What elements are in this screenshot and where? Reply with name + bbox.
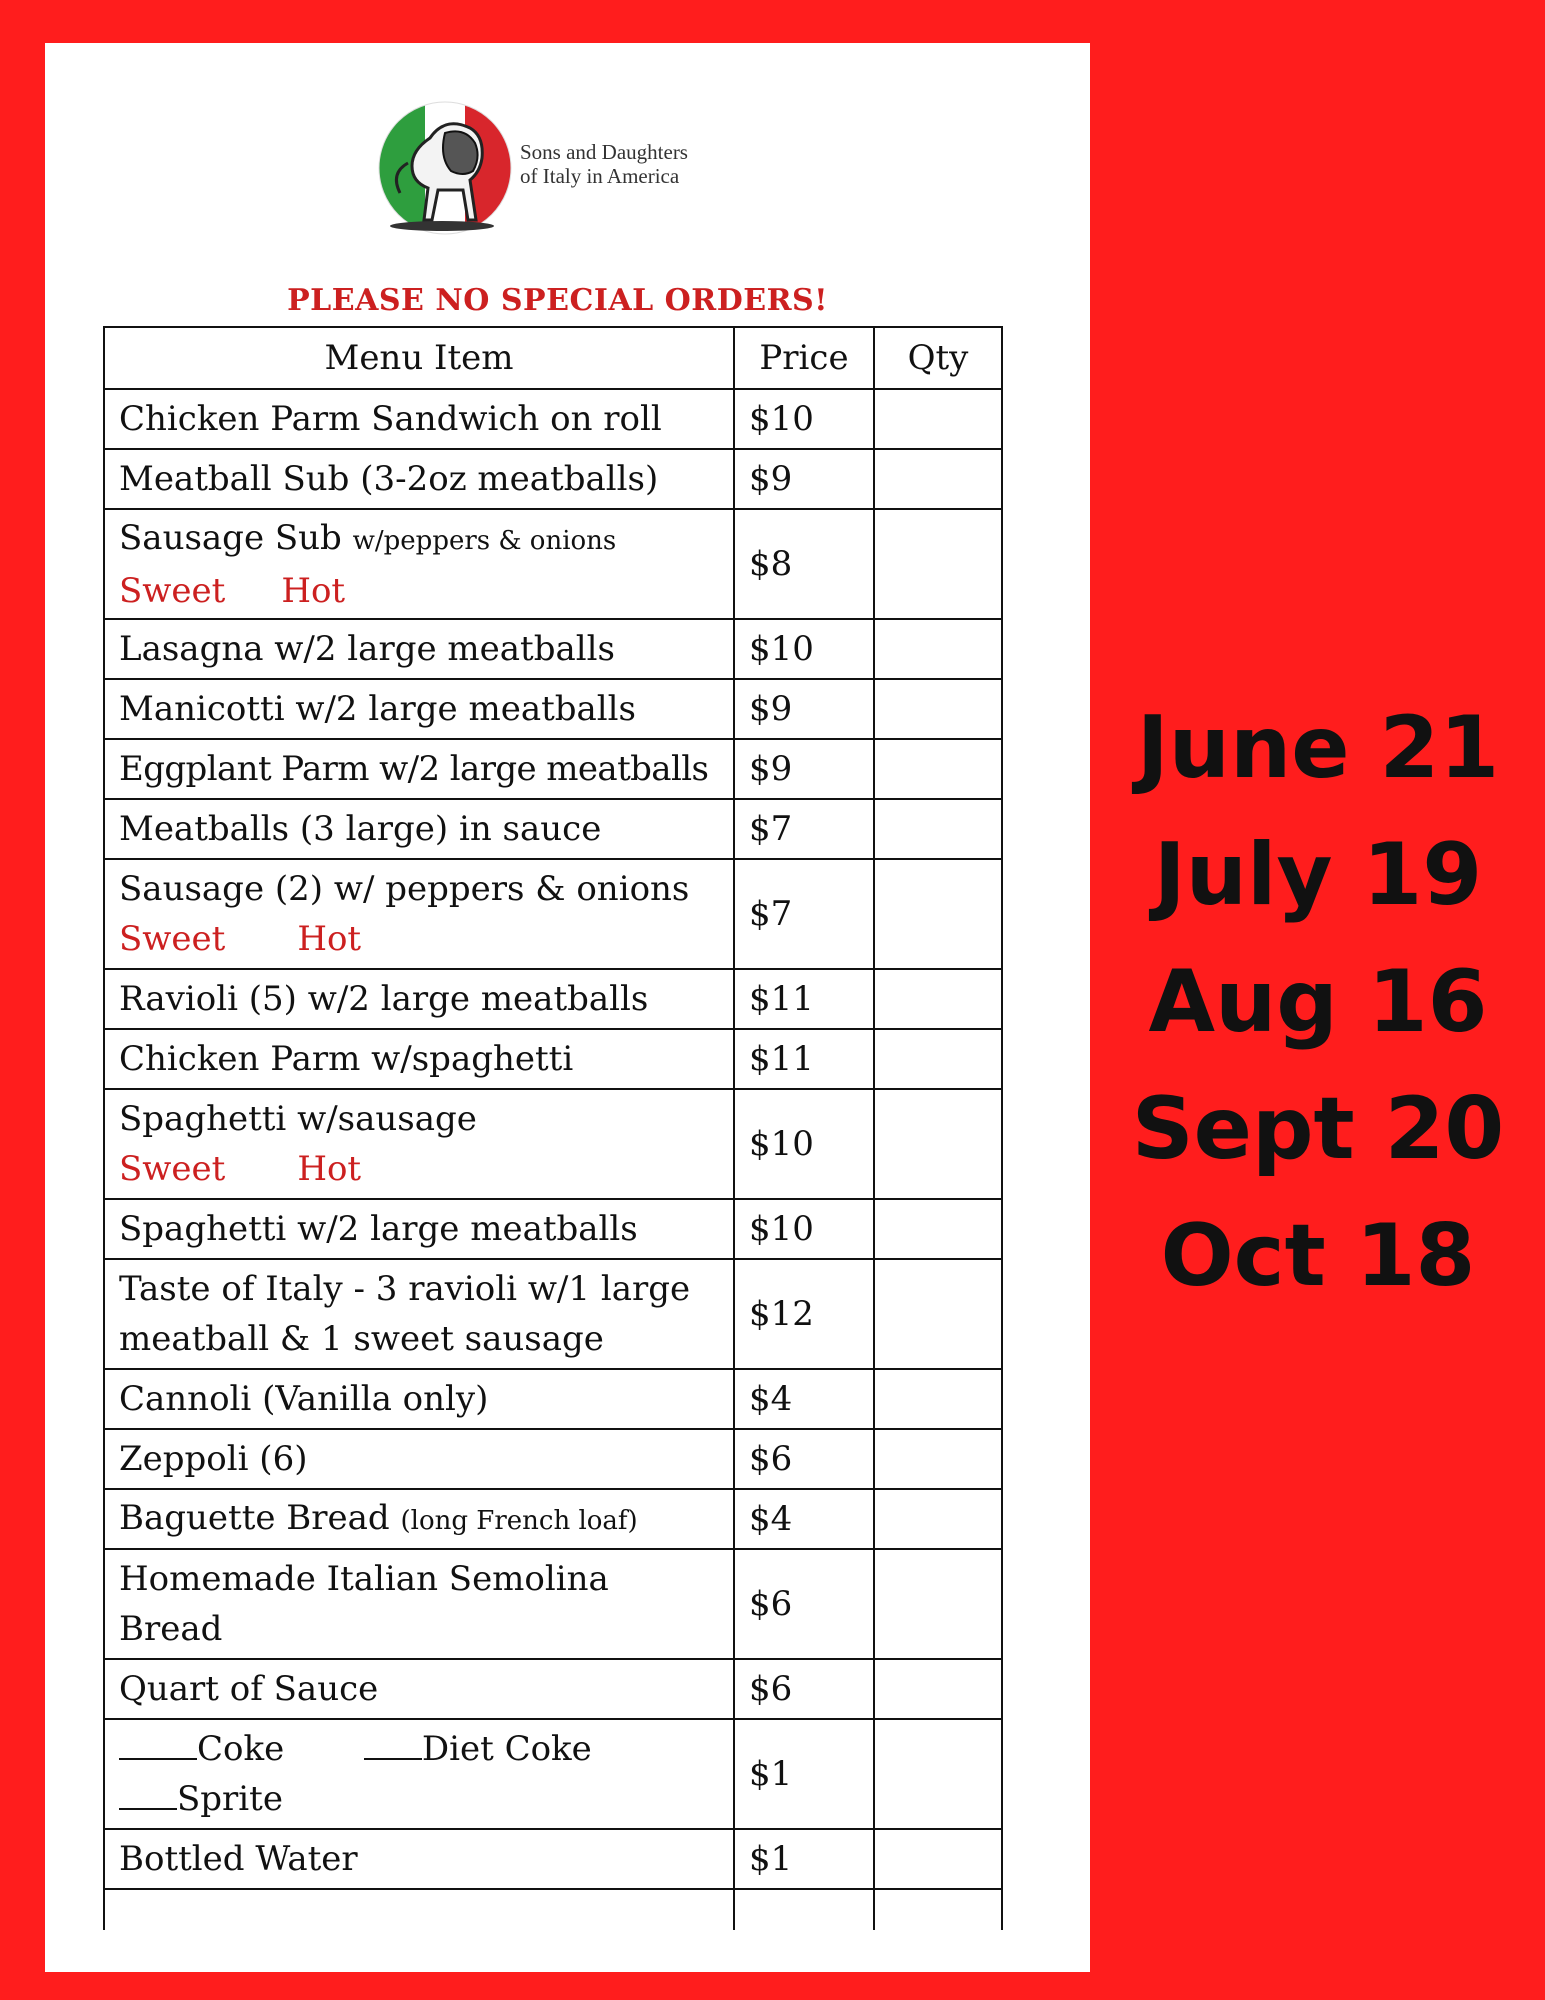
option-sweet: Sweet bbox=[119, 919, 226, 959]
menu-item-cell bbox=[104, 1089, 734, 1199]
soda-sprite: Sprite bbox=[177, 1779, 283, 1819]
qty-cell[interactable] bbox=[874, 1719, 1002, 1829]
table-row bbox=[104, 509, 1002, 619]
menu-item: Quart of Sauce bbox=[104, 1659, 734, 1719]
sprite-qty-blank[interactable] bbox=[119, 1782, 177, 1810]
price: $9 bbox=[734, 739, 874, 799]
qty-cell[interactable] bbox=[874, 389, 1002, 449]
table-row bbox=[104, 449, 1002, 509]
event-dates bbox=[1108, 685, 1528, 1320]
table-row bbox=[104, 739, 1002, 799]
qty-cell[interactable] bbox=[874, 1369, 1002, 1429]
qty-cell[interactable] bbox=[874, 619, 1002, 679]
menu-item-line2: Bread bbox=[119, 1609, 223, 1649]
qty-cell[interactable] bbox=[874, 969, 1002, 1029]
header-price: Price bbox=[734, 327, 874, 389]
empty-table-row bbox=[104, 1889, 1002, 1930]
empty-item-cell[interactable] bbox=[104, 1889, 734, 1930]
qty-cell[interactable] bbox=[874, 1259, 1002, 1369]
qty-cell[interactable] bbox=[874, 1199, 1002, 1259]
diet-coke-qty-blank[interactable] bbox=[364, 1732, 422, 1760]
option-sweet: Sweet bbox=[119, 1149, 226, 1189]
menu-item: Sausage (2) w/ peppers & onions bbox=[119, 869, 690, 909]
table-row bbox=[104, 1489, 1002, 1549]
price: $1 bbox=[734, 1719, 874, 1829]
table-row bbox=[104, 1429, 1002, 1489]
price: $10 bbox=[734, 1199, 874, 1259]
menu-item: Zeppoli (6) bbox=[104, 1429, 734, 1489]
table-row bbox=[104, 859, 1002, 969]
menu-item-cell bbox=[104, 859, 734, 969]
menu-item: Spaghetti w/sausage bbox=[119, 1099, 477, 1139]
qty-cell[interactable] bbox=[874, 859, 1002, 969]
price: $6 bbox=[734, 1659, 874, 1719]
price: $10 bbox=[734, 389, 874, 449]
menu-item: Meatballs (3 large) in sauce bbox=[104, 799, 734, 859]
option-sweet: Sweet bbox=[119, 570, 226, 611]
lion-flag-emblem bbox=[370, 98, 520, 238]
event-date: June 21 bbox=[1136, 698, 1500, 798]
soda-options-cell bbox=[104, 1719, 734, 1829]
price: $10 bbox=[734, 1089, 874, 1199]
menu-item-note: (long French loaf) bbox=[400, 1505, 638, 1536]
table-row bbox=[104, 1829, 1002, 1889]
price: $6 bbox=[734, 1549, 874, 1659]
table-row bbox=[104, 1029, 1002, 1089]
price: $10 bbox=[734, 619, 874, 679]
price: $9 bbox=[734, 449, 874, 509]
menu-item: Baguette Bread bbox=[119, 1497, 390, 1538]
organization-name-line2: of Italy in America bbox=[520, 164, 680, 188]
menu-item: Sausage Sub bbox=[119, 517, 342, 558]
empty-price-cell bbox=[734, 1889, 874, 1930]
menu-item: Manicotti w/2 large meatballs bbox=[104, 679, 734, 739]
option-hot: Hot bbox=[297, 1149, 362, 1189]
qty-cell[interactable] bbox=[874, 1489, 1002, 1549]
menu-item-cell bbox=[104, 1549, 734, 1659]
qty-cell[interactable] bbox=[874, 1549, 1002, 1659]
price: $7 bbox=[734, 799, 874, 859]
event-date: Oct 18 bbox=[1160, 1206, 1476, 1306]
price: $7 bbox=[734, 859, 874, 969]
menu-item: Homemade Italian Semolina bbox=[119, 1559, 609, 1599]
table-row bbox=[104, 1719, 1002, 1829]
qty-cell[interactable] bbox=[874, 739, 1002, 799]
table-row bbox=[104, 1549, 1002, 1659]
price: $11 bbox=[734, 969, 874, 1029]
soda-diet-coke: Diet Coke bbox=[421, 1729, 592, 1769]
menu-item: Bottled Water bbox=[104, 1829, 734, 1889]
table-row bbox=[104, 799, 1002, 859]
menu-item: Lasagna w/2 large meatballs bbox=[104, 619, 734, 679]
menu-sheet bbox=[45, 43, 1090, 1972]
menu-item-cell bbox=[104, 1489, 734, 1549]
qty-cell[interactable] bbox=[874, 679, 1002, 739]
qty-cell[interactable] bbox=[874, 509, 1002, 619]
price: $11 bbox=[734, 1029, 874, 1089]
table-row bbox=[104, 1199, 1002, 1259]
soda-coke: Coke bbox=[197, 1729, 285, 1769]
menu-item-cell bbox=[104, 509, 734, 619]
table-row bbox=[104, 1369, 1002, 1429]
price: $6 bbox=[734, 1429, 874, 1489]
menu-item-cell bbox=[104, 1259, 734, 1369]
table-row bbox=[104, 679, 1002, 739]
price: $9 bbox=[734, 679, 874, 739]
qty-cell[interactable] bbox=[874, 1429, 1002, 1489]
menu-item: Spaghetti w/2 large meatballs bbox=[104, 1199, 734, 1259]
menu-item-note: w/peppers & onions bbox=[352, 525, 617, 556]
menu-item: Taste of Italy - 3 ravioli w/1 large bbox=[119, 1269, 691, 1309]
menu-item: Ravioli (5) w/2 large meatballs bbox=[104, 969, 734, 1029]
event-date: Sept 20 bbox=[1131, 1079, 1505, 1179]
menu-item: Chicken Parm Sandwich on roll bbox=[104, 389, 734, 449]
event-date: Aug 16 bbox=[1148, 952, 1488, 1052]
qty-cell[interactable] bbox=[874, 1889, 1002, 1930]
table-row bbox=[104, 1089, 1002, 1199]
coke-qty-blank[interactable] bbox=[119, 1732, 197, 1760]
option-hot: Hot bbox=[281, 570, 346, 611]
event-date: July 19 bbox=[1153, 825, 1483, 925]
header-menu-item: Menu Item bbox=[104, 327, 734, 389]
menu-item: Chicken Parm w/spaghetti bbox=[104, 1029, 734, 1089]
qty-cell[interactable] bbox=[874, 1089, 1002, 1199]
table-row bbox=[104, 619, 1002, 679]
price: $8 bbox=[734, 509, 874, 619]
menu-item: Meatball Sub (3-2oz meatballs) bbox=[104, 449, 734, 509]
menu-item-line2: meatball & 1 sweet sausage bbox=[119, 1319, 604, 1359]
organization-logo bbox=[370, 98, 790, 238]
table-row bbox=[104, 969, 1002, 1029]
price: $4 bbox=[734, 1369, 874, 1429]
header-qty: Qty bbox=[874, 327, 1002, 389]
table-row bbox=[104, 1659, 1002, 1719]
qty-cell[interactable] bbox=[874, 799, 1002, 859]
menu-item: Cannoli (Vanilla only) bbox=[104, 1369, 734, 1429]
menu-item: Eggplant Parm w/2 large meatballs bbox=[104, 739, 734, 799]
menu-table bbox=[103, 326, 1003, 1930]
table-row bbox=[104, 1259, 1002, 1369]
qty-cell[interactable] bbox=[874, 1829, 1002, 1889]
no-special-orders-notice: PLEASE NO SPECIAL ORDERS! bbox=[287, 283, 828, 318]
qty-cell[interactable] bbox=[874, 1659, 1002, 1719]
organization-name bbox=[520, 140, 688, 188]
table-row bbox=[104, 389, 1002, 449]
price: $12 bbox=[734, 1259, 874, 1369]
qty-cell[interactable] bbox=[874, 1029, 1002, 1089]
option-hot: Hot bbox=[297, 919, 362, 959]
organization-name-line1: Sons and Daughters bbox=[520, 140, 688, 164]
price: $1 bbox=[734, 1829, 874, 1889]
qty-cell[interactable] bbox=[874, 449, 1002, 509]
table-header-row bbox=[104, 327, 1002, 389]
price: $4 bbox=[734, 1489, 874, 1549]
